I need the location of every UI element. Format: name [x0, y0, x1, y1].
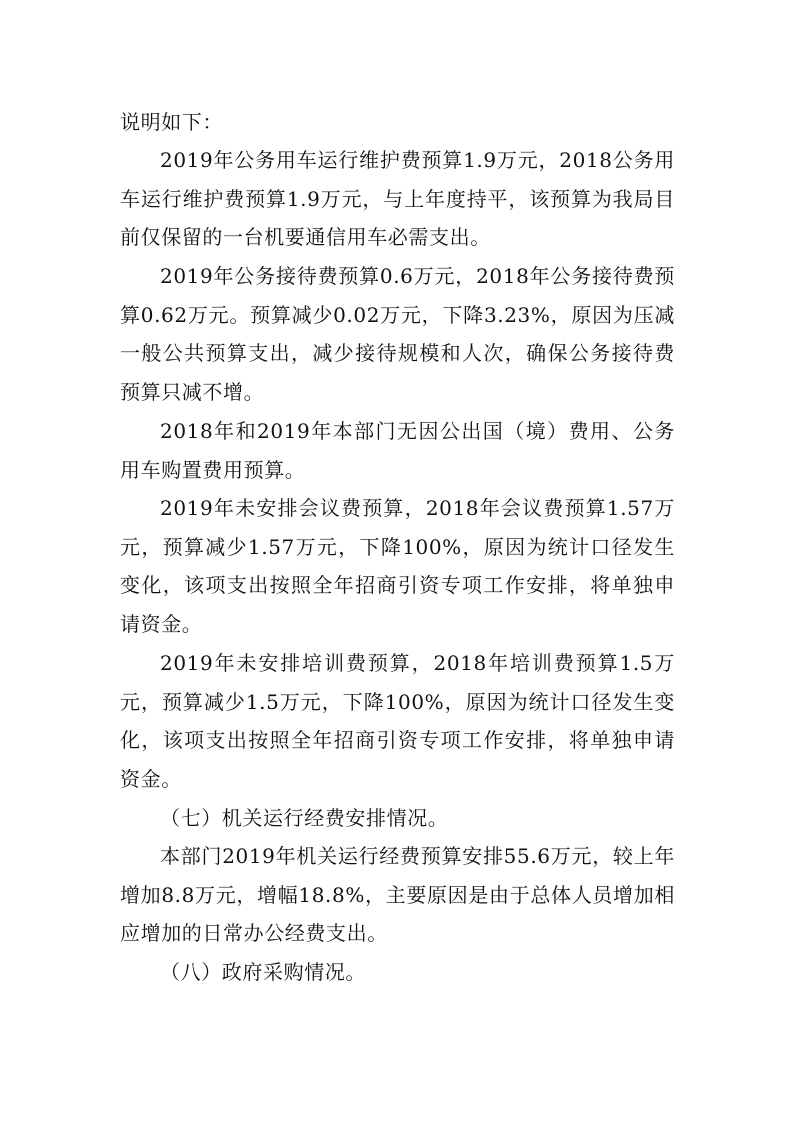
paragraph-meeting-fee: 2019年未安排会议费预算，2018年会议费预算1.57万元，预算减少1.57万元，下降100%，原因为统计口径发生变化，该项支出按照全年招商引资专项工作安排，将单独申请资金。	[120, 496, 675, 636]
paragraph-abroad-and-vehicle-purchase: 2018年和2019年本部门无因公出国（境）费用、公务用车购置费用预算。	[120, 419, 675, 482]
section-heading-eight: （八）政府采购情况。	[160, 960, 366, 984]
section-heading-seven: （七）机关运行经费安排情况。	[160, 806, 449, 830]
paragraph-operating-expenses: 本部门2019年机关运行经费预算安排55.6万元，较上年增加8.8万元，增幅18.8%，主要原因是由于总体人员增加相应增加的日常办公经费支出。	[120, 844, 675, 945]
paragraph-reception: 2019年公务接待费预算0.6万元，2018年公务接待费预算0.62万元。预算减少0.02万元，下降3.23%，原因为压减一般公共预算支出，减少接待规模和人次，确保公务接待费预算只减不增。	[120, 264, 675, 404]
paragraph-vehicle-maintenance: 2019年公务用车运行维护费预算1.9万元，2018公务用车运行维护费预算1.9万元，与上年度持平，该预算为我局目前仅保留的一台机要通信用车必需支出。	[120, 148, 675, 249]
paragraph-training-fee: 2019年未安排培训费预算，2018年培训费预算1.5万元，预算减少1.5万元，下降100%，原因为统计口径发生变化，该项支出按照全年招商引资专项工作安排，将单独申请资金。	[120, 651, 675, 791]
intro-line: 说明如下：	[120, 110, 223, 134]
